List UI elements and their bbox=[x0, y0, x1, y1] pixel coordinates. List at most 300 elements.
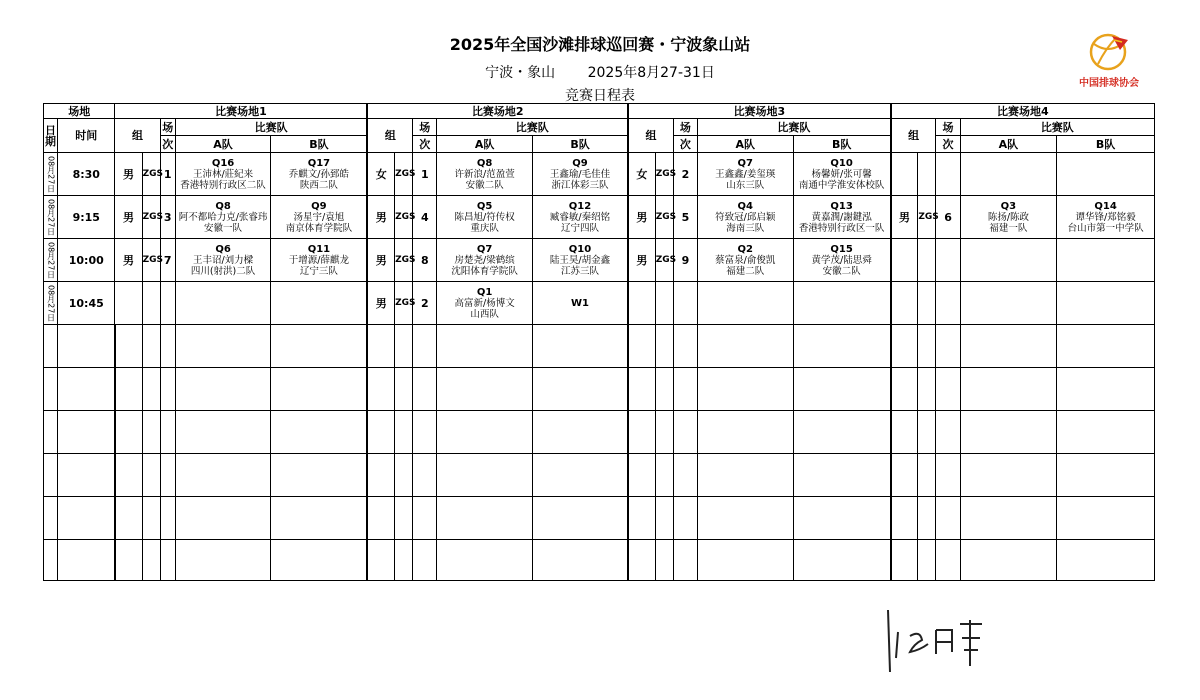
empty-cell bbox=[628, 540, 655, 581]
team-a-cell bbox=[697, 239, 793, 282]
team-players: 王鑫瑜/毛佳佳 bbox=[549, 168, 611, 180]
pool-cell: ZGS bbox=[918, 196, 936, 239]
empty-row bbox=[44, 497, 1155, 540]
empty-cell bbox=[175, 325, 271, 368]
empty-cell bbox=[160, 368, 175, 411]
team-players: 阿不都哈力克/张睿玮 bbox=[178, 211, 268, 223]
table-row bbox=[44, 153, 1155, 196]
day-cell: 08月27日 bbox=[44, 239, 58, 282]
team-name: 辽宁三队 bbox=[299, 265, 338, 277]
empty-cell bbox=[532, 368, 628, 411]
match-number-cell: 2 bbox=[413, 282, 437, 325]
empty-cell bbox=[1057, 454, 1155, 497]
empty-cell bbox=[793, 325, 891, 368]
team-a-cell bbox=[960, 282, 1057, 325]
team-a-header: A队 bbox=[960, 136, 1057, 153]
empty-cell bbox=[44, 411, 58, 454]
empty-cell bbox=[918, 368, 936, 411]
match-no-header: 场 bbox=[160, 119, 175, 136]
empty-cell bbox=[1057, 497, 1155, 540]
empty-cell bbox=[367, 454, 394, 497]
team-a-cell bbox=[960, 196, 1057, 239]
team-b-header: B队 bbox=[271, 136, 368, 153]
empty-cell bbox=[628, 368, 655, 411]
time-cell: 9:15 bbox=[58, 196, 115, 239]
gender-cell: 男 bbox=[891, 196, 918, 239]
empty-cell bbox=[142, 325, 160, 368]
empty-cell bbox=[175, 540, 271, 581]
match-no-header: 次 bbox=[936, 136, 960, 153]
team-name: 辽宁四队 bbox=[561, 222, 600, 234]
team-b-header: B队 bbox=[1057, 136, 1155, 153]
empty-cell bbox=[655, 325, 673, 368]
team-players: 陆王昊/胡金鑫 bbox=[549, 254, 611, 266]
match-no-header: 场 bbox=[413, 119, 437, 136]
match-number-cell: 8 bbox=[413, 239, 437, 282]
match-code: Q1 bbox=[476, 286, 493, 298]
table-row bbox=[44, 282, 1155, 325]
team-a-cell bbox=[175, 239, 271, 282]
empty-cell bbox=[655, 497, 673, 540]
team-players: 黄学茂/陆思舜 bbox=[811, 254, 872, 266]
pool-cell: ZGS bbox=[395, 239, 413, 282]
empty-cell bbox=[673, 497, 697, 540]
team-name: 香港特别行政区一队 bbox=[798, 222, 885, 234]
team-a-cell bbox=[697, 153, 793, 196]
team-name: 山东三队 bbox=[726, 179, 765, 191]
teams-header: 比赛队 bbox=[175, 119, 367, 136]
empty-cell bbox=[891, 325, 918, 368]
match-no-header: 次 bbox=[413, 136, 437, 153]
empty-cell bbox=[395, 368, 413, 411]
team-b-cell bbox=[793, 239, 891, 282]
empty-cell bbox=[1057, 325, 1155, 368]
gender-cell: 男 bbox=[628, 239, 655, 282]
team-a-cell bbox=[437, 153, 533, 196]
teams-header: 比赛队 bbox=[697, 119, 890, 136]
team-players: 王鑫鑫/姜玺瑛 bbox=[715, 168, 776, 180]
empty-cell bbox=[697, 497, 793, 540]
match-code: Q6 bbox=[215, 243, 231, 255]
page-title: 2025年全国沙滩排球巡回赛・宁波象山站 bbox=[449, 35, 751, 54]
team-a-cell bbox=[437, 239, 533, 282]
empty-cell bbox=[413, 368, 437, 411]
pool-cell bbox=[655, 282, 673, 325]
team-b-cell bbox=[532, 153, 628, 196]
empty-cell bbox=[891, 368, 918, 411]
schedule-table bbox=[43, 103, 1155, 581]
pool-cell: ZGS bbox=[142, 153, 160, 196]
empty-cell bbox=[697, 368, 793, 411]
empty-cell bbox=[367, 411, 394, 454]
match-code: Q9 bbox=[572, 157, 588, 169]
day-cell: 08月27日 bbox=[44, 282, 58, 325]
empty-cell bbox=[918, 540, 936, 581]
match-number-cell: 7 bbox=[160, 239, 175, 282]
gender-cell: 男 bbox=[628, 196, 655, 239]
empty-cell bbox=[160, 325, 175, 368]
match-code: Q8 bbox=[476, 157, 493, 169]
team-players: 杨馨妍/张可馨 bbox=[811, 168, 872, 180]
empty-cell bbox=[395, 325, 413, 368]
team-a-cell bbox=[437, 282, 533, 325]
empty-cell bbox=[532, 497, 628, 540]
empty-cell bbox=[697, 411, 793, 454]
empty-cell bbox=[673, 411, 697, 454]
team-players: 符致冠/邱启颖 bbox=[715, 211, 776, 223]
empty-cell bbox=[142, 540, 160, 581]
pool-cell: ZGS bbox=[395, 196, 413, 239]
empty-cell bbox=[58, 411, 115, 454]
match-number-cell: 4 bbox=[413, 196, 437, 239]
empty-cell bbox=[437, 411, 533, 454]
gender-cell: 男 bbox=[115, 196, 142, 239]
team-players: 汤星宇/袁旭 bbox=[293, 211, 345, 223]
schedule-caption: 竞赛日程表 bbox=[565, 88, 635, 104]
empty-cell bbox=[960, 497, 1057, 540]
empty-cell bbox=[1057, 411, 1155, 454]
empty-cell bbox=[367, 368, 394, 411]
empty-cell bbox=[395, 411, 413, 454]
empty-row bbox=[44, 411, 1155, 454]
match-number-cell bbox=[160, 282, 175, 325]
match-number-cell bbox=[936, 153, 960, 196]
team-name: 重庆队 bbox=[470, 222, 499, 234]
location-text: 宁波・象山 bbox=[485, 65, 556, 81]
gender-cell: 男 bbox=[367, 239, 394, 282]
empty-cell bbox=[413, 411, 437, 454]
empty-cell bbox=[395, 540, 413, 581]
pool-cell: ZGS bbox=[655, 153, 673, 196]
team-a-cell bbox=[175, 282, 271, 325]
team-b-cell bbox=[793, 196, 891, 239]
day-cell: 08月27日 bbox=[44, 153, 58, 196]
empty-cell bbox=[793, 368, 891, 411]
empty-cell bbox=[960, 540, 1057, 581]
empty-row bbox=[44, 368, 1155, 411]
match-code: Q7 bbox=[737, 157, 753, 169]
empty-cell bbox=[175, 411, 271, 454]
volleyball-association-logo bbox=[1076, 30, 1156, 98]
team-name: 香港特别行政区二队 bbox=[180, 179, 266, 191]
team-name: 海南三队 bbox=[726, 222, 765, 234]
team-a-header: A队 bbox=[175, 136, 271, 153]
team-name: 山西队 bbox=[470, 308, 499, 320]
group-header: 组 bbox=[628, 119, 673, 153]
gender-cell bbox=[628, 282, 655, 325]
match-code: Q5 bbox=[476, 200, 493, 212]
team-a-header: A队 bbox=[437, 136, 533, 153]
match-number-cell: 2 bbox=[673, 153, 697, 196]
pool-cell bbox=[142, 282, 160, 325]
empty-cell bbox=[655, 454, 673, 497]
empty-cell bbox=[532, 411, 628, 454]
team-b-cell bbox=[271, 153, 368, 196]
empty-cell bbox=[367, 540, 394, 581]
pool-cell: ZGS bbox=[395, 282, 413, 325]
team-players: 蔡富泉/俞俊凯 bbox=[715, 254, 776, 266]
team-a-cell bbox=[960, 239, 1057, 282]
time-cell: 8:30 bbox=[58, 153, 115, 196]
team-name: 台山市第一中学队 bbox=[1067, 222, 1144, 234]
team-name: 沈阳体育学院队 bbox=[451, 265, 518, 277]
team-b-cell bbox=[793, 153, 891, 196]
match-number-cell: 3 bbox=[160, 196, 175, 239]
empty-cell bbox=[936, 497, 960, 540]
empty-cell bbox=[960, 454, 1057, 497]
team-players: 王沛林/莊紀来 bbox=[192, 168, 254, 180]
team-name: 四川(射洪)二队 bbox=[190, 265, 256, 277]
team-a-header: A队 bbox=[697, 136, 793, 153]
time-header: 时间 bbox=[58, 119, 115, 153]
court1-header: 比赛场地1 bbox=[115, 104, 368, 119]
empty-cell bbox=[271, 454, 368, 497]
empty-cell bbox=[115, 325, 142, 368]
empty-cell bbox=[44, 497, 58, 540]
team-players: 许新浪/范盈萱 bbox=[454, 168, 515, 180]
empty-cell bbox=[673, 325, 697, 368]
empty-cell bbox=[271, 325, 368, 368]
team-players: 谭华锋/郑铭毅 bbox=[1075, 211, 1136, 223]
match-code: Q12 bbox=[568, 200, 592, 212]
teams-header: 比赛队 bbox=[960, 119, 1154, 136]
team-a-cell bbox=[697, 282, 793, 325]
team-a-cell bbox=[437, 196, 533, 239]
empty-cell bbox=[271, 411, 368, 454]
empty-cell bbox=[160, 540, 175, 581]
empty-cell bbox=[793, 540, 891, 581]
gender-cell: 男 bbox=[367, 196, 394, 239]
pool-cell: ZGS bbox=[142, 196, 160, 239]
empty-cell bbox=[918, 411, 936, 454]
empty-cell bbox=[413, 540, 437, 581]
empty-cell bbox=[271, 368, 368, 411]
empty-cell bbox=[142, 368, 160, 411]
empty-cell bbox=[58, 497, 115, 540]
empty-cell bbox=[175, 368, 271, 411]
gender-cell bbox=[891, 153, 918, 196]
day-header: 日 期 bbox=[44, 119, 58, 153]
pool-cell: ZGS bbox=[142, 239, 160, 282]
team-name: 安徽一队 bbox=[204, 222, 243, 234]
team-b-cell bbox=[532, 196, 628, 239]
team-b-cell bbox=[532, 282, 628, 325]
match-code: Q11 bbox=[307, 243, 331, 255]
team-players: 高富新/杨博文 bbox=[454, 297, 515, 309]
empty-cell bbox=[44, 325, 58, 368]
gender-cell: 男 bbox=[115, 153, 142, 196]
team-players: 黄嘉潤/謝鍵泓 bbox=[811, 211, 872, 223]
empty-cell bbox=[918, 497, 936, 540]
empty-cell bbox=[891, 497, 918, 540]
court2-header: 比赛场地2 bbox=[367, 104, 628, 119]
empty-cell bbox=[1057, 368, 1155, 411]
empty-cell bbox=[115, 540, 142, 581]
match-code: W1 bbox=[571, 297, 589, 309]
team-name: 安徽二队 bbox=[822, 265, 861, 277]
team-players: 乔麒文/孙郅皓 bbox=[288, 168, 349, 180]
empty-cell bbox=[891, 454, 918, 497]
empty-cell bbox=[532, 325, 628, 368]
empty-cell bbox=[142, 411, 160, 454]
empty-cell bbox=[160, 411, 175, 454]
table-row bbox=[44, 239, 1155, 282]
team-b-header: B队 bbox=[793, 136, 891, 153]
team-a-cell bbox=[175, 196, 271, 239]
empty-cell bbox=[58, 540, 115, 581]
empty-cell bbox=[673, 540, 697, 581]
empty-cell bbox=[628, 325, 655, 368]
team-a-cell bbox=[960, 153, 1057, 196]
gender-cell bbox=[115, 282, 142, 325]
empty-cell bbox=[175, 454, 271, 497]
team-b-cell bbox=[532, 239, 628, 282]
match-code: Q10 bbox=[568, 243, 592, 255]
match-no-header: 场 bbox=[936, 119, 960, 136]
team-b-cell bbox=[1057, 282, 1155, 325]
team-b-cell bbox=[1057, 239, 1155, 282]
team-players: 陈昌旭/符传权 bbox=[454, 211, 515, 223]
team-players: 于增源/薛麒龙 bbox=[288, 254, 349, 266]
empty-cell bbox=[793, 411, 891, 454]
match-code: Q14 bbox=[1094, 200, 1117, 212]
empty-cell bbox=[437, 454, 533, 497]
empty-cell bbox=[437, 325, 533, 368]
match-no-header: 场 bbox=[673, 119, 697, 136]
date-text: 2025年8月27-31日 bbox=[587, 65, 715, 81]
empty-cell bbox=[115, 368, 142, 411]
match-code: Q3 bbox=[1000, 200, 1017, 212]
empty-cell bbox=[142, 454, 160, 497]
empty-cell bbox=[960, 368, 1057, 411]
empty-cell bbox=[655, 411, 673, 454]
empty-row bbox=[44, 454, 1155, 497]
empty-cell bbox=[160, 454, 175, 497]
team-name: 安徽二队 bbox=[465, 179, 504, 191]
empty-cell bbox=[413, 454, 437, 497]
empty-cell bbox=[413, 325, 437, 368]
match-number-cell bbox=[936, 282, 960, 325]
match-no-header: 次 bbox=[160, 136, 175, 153]
empty-cell bbox=[271, 540, 368, 581]
empty-cell bbox=[655, 368, 673, 411]
match-no-header: 次 bbox=[673, 136, 697, 153]
match-code: Q16 bbox=[211, 157, 235, 169]
subtitle bbox=[0, 62, 1200, 82]
team-b-cell bbox=[1057, 196, 1155, 239]
team-b-cell bbox=[271, 282, 368, 325]
empty-cell bbox=[367, 497, 394, 540]
empty-cell bbox=[793, 454, 891, 497]
empty-cell bbox=[175, 497, 271, 540]
empty-cell bbox=[413, 497, 437, 540]
gender-cell: 男 bbox=[367, 282, 394, 325]
match-number-cell: 9 bbox=[673, 239, 697, 282]
gender-cell: 男 bbox=[115, 239, 142, 282]
empty-cell bbox=[58, 454, 115, 497]
time-cell: 10:00 bbox=[58, 239, 115, 282]
empty-cell bbox=[936, 454, 960, 497]
empty-cell bbox=[960, 411, 1057, 454]
court3-header: 比赛场地3 bbox=[628, 104, 891, 119]
team-b-cell bbox=[271, 196, 368, 239]
match-number-cell: 6 bbox=[936, 196, 960, 239]
gender-cell bbox=[891, 239, 918, 282]
day-cell: 08月27日 bbox=[44, 196, 58, 239]
gender-cell: 女 bbox=[628, 153, 655, 196]
gender-cell: 女 bbox=[367, 153, 394, 196]
match-number-cell: 1 bbox=[160, 153, 175, 196]
team-players: 房楚尧/梁鹤缤 bbox=[454, 254, 515, 266]
empty-cell bbox=[936, 325, 960, 368]
team-name: 南通中学淮安体校队 bbox=[798, 179, 885, 191]
empty-cell bbox=[437, 540, 533, 581]
empty-cell bbox=[115, 454, 142, 497]
team-a-cell bbox=[175, 153, 271, 196]
empty-cell bbox=[1057, 540, 1155, 581]
empty-cell bbox=[44, 540, 58, 581]
match-code: Q9 bbox=[311, 200, 327, 212]
match-code: Q4 bbox=[737, 200, 753, 212]
empty-cell bbox=[673, 368, 697, 411]
empty-cell bbox=[271, 497, 368, 540]
team-players: 陈扬/陈政 bbox=[987, 211, 1030, 223]
empty-cell bbox=[58, 368, 115, 411]
empty-cell bbox=[437, 368, 533, 411]
pool-cell bbox=[918, 239, 936, 282]
match-code: Q8 bbox=[215, 200, 231, 212]
empty-cell bbox=[628, 497, 655, 540]
team-b-cell bbox=[793, 282, 891, 325]
empty-cell bbox=[367, 325, 394, 368]
team-name: 福建一队 bbox=[989, 222, 1028, 234]
empty-cell bbox=[115, 497, 142, 540]
logo-text: 中国排球协会 bbox=[1079, 78, 1139, 89]
teams-header: 比赛队 bbox=[437, 119, 628, 136]
empty-cell bbox=[891, 411, 918, 454]
group-header: 组 bbox=[367, 119, 412, 153]
team-name: 陕西二队 bbox=[299, 179, 338, 191]
empty-cell bbox=[936, 368, 960, 411]
match-number-cell bbox=[673, 282, 697, 325]
empty-cell bbox=[44, 454, 58, 497]
empty-cell bbox=[44, 368, 58, 411]
empty-cell bbox=[936, 411, 960, 454]
empty-cell bbox=[891, 540, 918, 581]
team-b-cell bbox=[271, 239, 368, 282]
pool-cell bbox=[918, 153, 936, 196]
team-name: 南京体育学院队 bbox=[285, 222, 353, 234]
empty-cell bbox=[697, 454, 793, 497]
match-code: Q17 bbox=[307, 157, 331, 169]
match-code: Q13 bbox=[830, 200, 853, 212]
match-number-cell bbox=[936, 239, 960, 282]
court4-header: 比赛场地4 bbox=[891, 104, 1155, 119]
empty-cell bbox=[655, 540, 673, 581]
empty-cell bbox=[58, 325, 115, 368]
pool-cell: ZGS bbox=[655, 196, 673, 239]
team-a-cell bbox=[697, 196, 793, 239]
team-players: 臧睿敏/秦绍铭 bbox=[549, 211, 611, 223]
empty-row bbox=[44, 325, 1155, 368]
empty-cell bbox=[673, 454, 697, 497]
match-number-cell: 5 bbox=[673, 196, 697, 239]
empty-cell bbox=[697, 540, 793, 581]
match-code: Q2 bbox=[737, 243, 753, 255]
team-name: 江苏三队 bbox=[561, 265, 600, 277]
empty-cell bbox=[395, 454, 413, 497]
team-b-header: B队 bbox=[532, 136, 628, 153]
